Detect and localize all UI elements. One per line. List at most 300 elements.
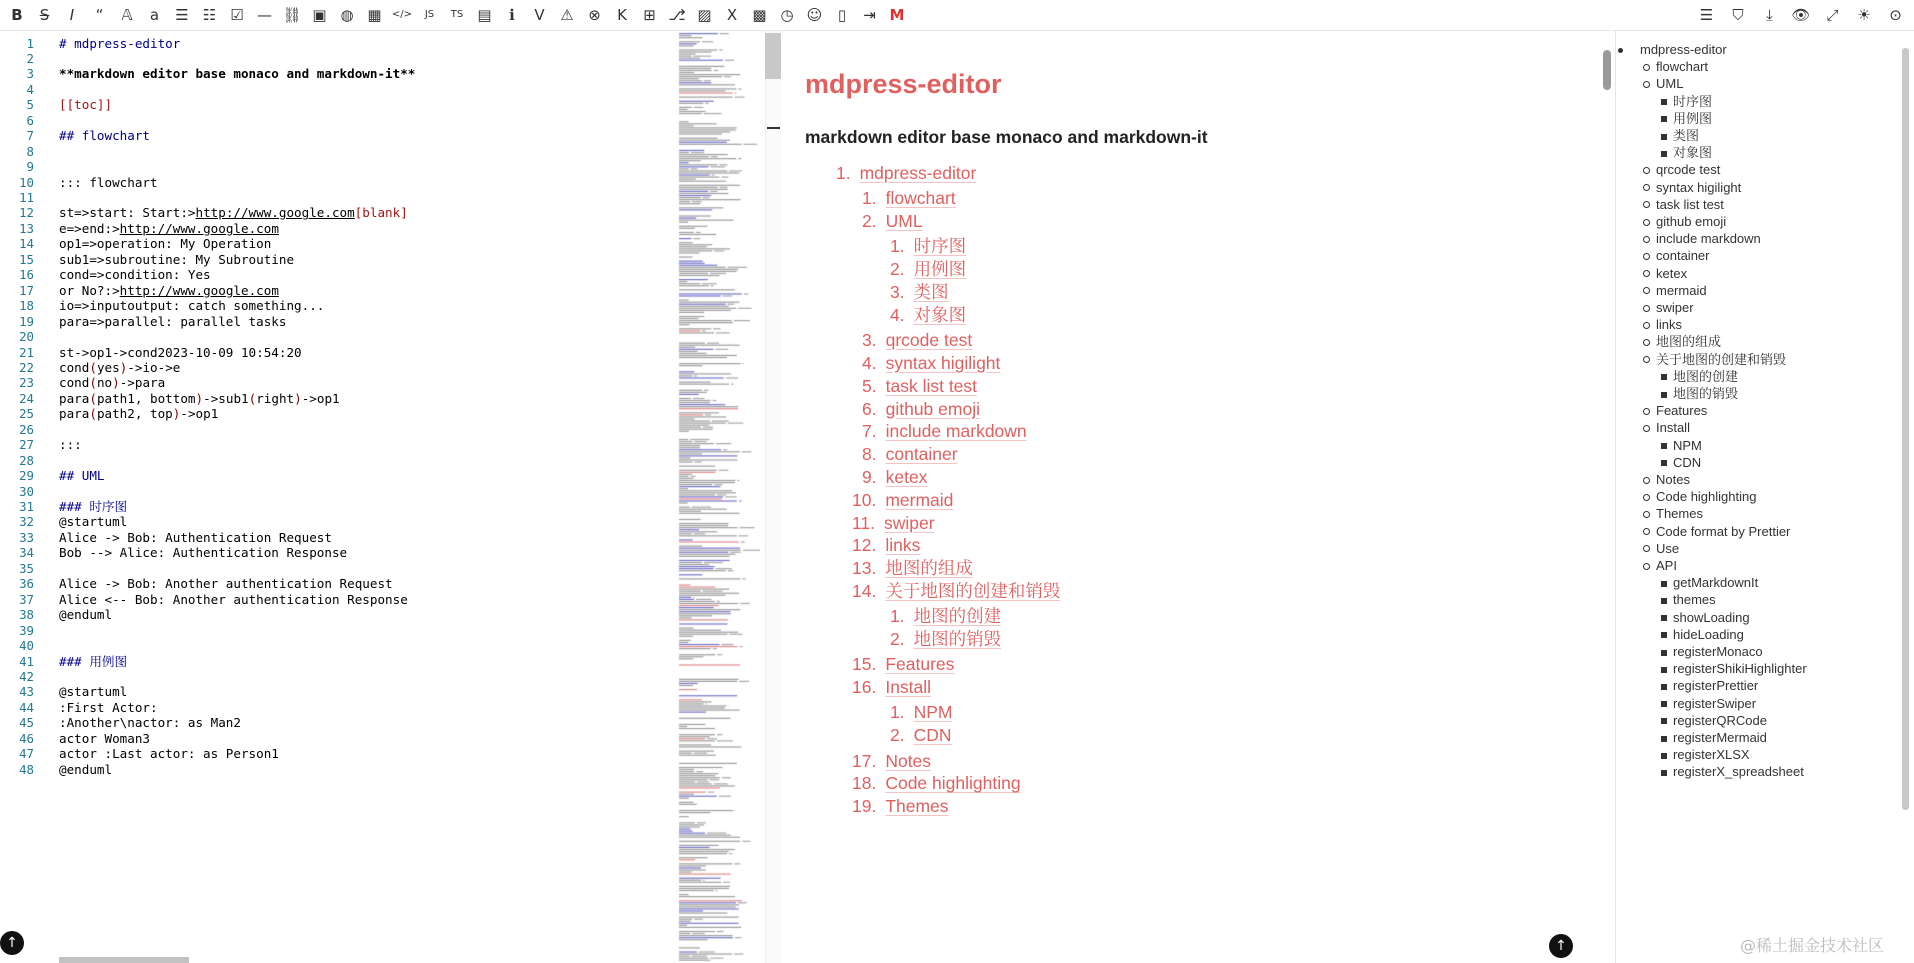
strikethrough-icon[interactable]: S: [39, 5, 50, 24]
preview-toc-number: 18.: [852, 773, 877, 794]
code-token: para: [59, 406, 90, 422]
code-token: :Another\nactor: as Man2: [59, 715, 241, 731]
editor-horizontal-scrollbar[interactable]: [59, 957, 189, 963]
preview-toc-link[interactable]: UML: [885, 211, 923, 232]
lowercase-icon[interactable]: a: [149, 5, 160, 24]
preview-toc-item[interactable]: [862, 375, 977, 397]
toc-bullet: [1661, 134, 1667, 140]
close-circle-icon[interactable]: ⊗: [588, 5, 601, 24]
toc-link[interactable]: CDN: [1673, 454, 1702, 470]
toc-bullet: [1643, 219, 1650, 226]
code-token: right: [256, 390, 295, 406]
toc-link[interactable]: registerMonaco: [1673, 644, 1763, 659]
code-token: (: [89, 406, 97, 422]
line-number: 32: [19, 514, 34, 530]
preview-toc-number: 12.: [852, 535, 877, 556]
toc-link[interactable]: 时序图: [1673, 93, 1713, 109]
preview-toc-item[interactable]: [890, 724, 952, 746]
preview-toc-number: 16.: [852, 677, 877, 698]
toc-toggle-icon[interactable]: ☰: [1699, 6, 1714, 24]
toc-link[interactable]: 对象图: [1673, 145, 1713, 161]
editor-minimap[interactable]: [676, 31, 766, 963]
preview-toc-item[interactable]: [862, 352, 1000, 374]
bold-icon[interactable]: B: [11, 5, 23, 24]
shirt-theme-icon[interactable]: ⛉: [1732, 6, 1744, 24]
toc-bullet: [1661, 598, 1667, 604]
toc-link[interactable]: Features: [1656, 403, 1708, 419]
toolbar-left-group: [0, 2, 912, 28]
unordered-list-icon[interactable]: ☰: [175, 5, 189, 24]
code-token: @enduml: [59, 761, 113, 777]
preview-toc-item[interactable]: [862, 420, 1027, 442]
editor-vertical-scrollbar[interactable]: [765, 31, 781, 963]
preview-toc-link[interactable]: 关于地图的创建和销毁: [885, 580, 1061, 601]
export-icon[interactable]: ⇥: [863, 5, 876, 24]
toc-link[interactable]: syntax higilight: [1656, 179, 1742, 195]
preview-toc-item[interactable]: [890, 235, 966, 257]
code-token: actor Woman3: [59, 730, 150, 746]
toc-link[interactable]: flowchart: [1656, 59, 1709, 75]
code-token: (: [89, 375, 97, 391]
code-token: http://www.google.com: [195, 205, 355, 221]
line-number: 41: [19, 653, 34, 669]
toc-link[interactable]: swiper: [1656, 300, 1694, 315]
line-number: 7: [26, 128, 34, 144]
toc-bullet: [1661, 718, 1667, 724]
preview-toc-link[interactable]: 地图的组成: [885, 558, 973, 579]
code-token: @startuml: [59, 514, 128, 530]
code-token: para: [59, 390, 90, 406]
v-badge-icon[interactable]: V: [534, 5, 545, 24]
line-number: 40: [19, 638, 34, 654]
preview-toc-link[interactable]: include markdown: [885, 421, 1027, 442]
toc-bullet: [1643, 425, 1650, 432]
toc-link[interactable]: registerPrettier: [1673, 678, 1759, 694]
picture-icon[interactable]: ▨: [697, 5, 712, 24]
clock-icon[interactable]: ◷: [780, 5, 794, 24]
preview-scrollbar-thumb[interactable]: [1603, 50, 1611, 90]
code-token: ## UML: [59, 468, 105, 484]
line-number: 37: [19, 591, 34, 607]
toc-link[interactable]: Notes: [1656, 472, 1690, 487]
preview-toc-number: 17.: [852, 750, 877, 771]
toc-bullet: [1618, 48, 1623, 53]
toc-link[interactable]: 类图: [1673, 128, 1700, 143]
preview-toc-link[interactable]: qrcode test: [885, 330, 973, 351]
preview-toc-number: 2.: [862, 211, 877, 232]
line-number: 48: [19, 761, 34, 777]
preview-toc-item[interactable]: [852, 512, 935, 534]
preview-toc-item[interactable]: [852, 580, 1060, 602]
line-number: 42: [19, 668, 34, 684]
line-number: 1: [26, 35, 34, 51]
toc-link[interactable]: 用例图: [1673, 110, 1713, 126]
code-token: ): [294, 390, 302, 406]
code-token: ): [172, 406, 181, 422]
code-token: op1=>operation: My Operation: [59, 236, 272, 252]
preview-toc-number: 1.: [890, 702, 905, 723]
toc-bullet: [1643, 270, 1650, 277]
toc-link[interactable]: Install: [1656, 420, 1690, 436]
line-number: 26: [19, 421, 34, 437]
preview-toc-item[interactable]: [890, 304, 966, 326]
code-token: ->sub1: [203, 390, 249, 406]
code-token: ->para: [119, 375, 166, 391]
preview-toc-link[interactable]: links: [885, 535, 921, 556]
line-number: 43: [19, 684, 34, 700]
code-token: :::: [59, 437, 82, 453]
preview-toc-item[interactable]: [862, 443, 958, 465]
preview-toc-item[interactable]: [852, 676, 931, 698]
preview-toc-item[interactable]: [862, 329, 972, 351]
code-token: ): [112, 375, 120, 391]
toc-link[interactable]: mdpress-editor: [1640, 42, 1727, 57]
toc-link[interactable]: hideLoading: [1673, 626, 1744, 642]
preview-toc-link[interactable]: container: [885, 444, 958, 465]
toc-link[interactable]: mermaid: [1656, 282, 1707, 298]
preview-toc-item[interactable]: [852, 795, 949, 817]
code-token: [[toc]]: [59, 97, 113, 113]
code-token: actor :Last actor: as Person1: [59, 746, 279, 762]
toc-link[interactable]: 地图的销毁: [1673, 386, 1739, 401]
toc-bullet: [1661, 667, 1667, 673]
toc-bullet: [1661, 701, 1667, 707]
toc-bullet: [1643, 511, 1650, 518]
code-token: sub1=>subroutine: My Subroutine: [59, 251, 295, 267]
editor-line[interactable]: [0, 760, 673, 779]
link-icon[interactable]: ⛓: [282, 5, 302, 24]
ordered-list-icon[interactable]: ☷: [202, 5, 217, 24]
code-token: ### 时序图: [59, 499, 128, 515]
code-icon[interactable]: </>: [391, 9, 413, 20]
preview-toc-link[interactable]: flowchart: [885, 188, 956, 209]
preview-toc-link[interactable]: 对象图: [913, 304, 967, 325]
preview-toc-item[interactable]: [852, 489, 953, 511]
ts-file-icon[interactable]: TS: [450, 9, 464, 20]
toc-link[interactable]: include markdown: [1656, 231, 1761, 247]
preview-toc-link[interactable]: mdpress-editor: [859, 163, 977, 183]
toc-bullet: [1661, 684, 1667, 690]
line-number: 45: [19, 715, 34, 731]
code-token: Alice <-- Bob: Another authentication Response: [59, 591, 408, 607]
uppercase-icon[interactable]: 𝔸: [121, 5, 133, 24]
preview-toc-number: 10.: [852, 489, 877, 510]
line-number: 12: [19, 205, 34, 221]
toc-bullet: [1643, 408, 1650, 415]
toc-link[interactable]: 关于地图的创建和销毁: [1656, 351, 1787, 367]
js-file-icon[interactable]: JS: [424, 9, 435, 20]
toc-bullet: [1661, 632, 1667, 638]
chart-file-icon[interactable]: ▤: [477, 5, 492, 24]
preview-toc-item[interactable]: [852, 772, 1021, 794]
code-token: Alice -> Bob: Another authentication Request: [59, 576, 393, 592]
preview-toc-item[interactable]: [890, 701, 953, 723]
code-token: # mdpress-editor: [59, 35, 181, 51]
preview-toc-number: 2.: [890, 725, 905, 746]
toc-link[interactable]: Use: [1656, 540, 1680, 556]
code-token: @startuml: [59, 684, 128, 700]
preview-toc-number: 1.: [890, 606, 905, 627]
toc-link[interactable]: github emoji: [1656, 214, 1727, 229]
toc-bullet: [1661, 615, 1667, 621]
code-token: ### 用例图: [59, 653, 128, 669]
preview-toc-link[interactable]: syntax higilight: [885, 352, 1001, 373]
toc-link[interactable]: container: [1656, 248, 1710, 264]
code-token: or No?:>: [59, 282, 120, 298]
toc-bullet: [1643, 339, 1650, 346]
code-token: e=>end:>: [59, 220, 120, 236]
toc-panel: [1616, 31, 1914, 963]
preview-toc-number: 8.: [862, 444, 877, 465]
toc-link[interactable]: qrcode test: [1656, 162, 1721, 178]
toc-link[interactable]: API: [1656, 558, 1677, 573]
code-token: st->op1->cond2023-10-09 10:54:20: [59, 344, 302, 360]
preview-toc-number: 13.: [852, 558, 877, 579]
line-number: 25: [19, 406, 34, 422]
preview-toc-number: 1.: [890, 236, 905, 257]
line-number: 8: [26, 143, 34, 159]
toc-link[interactable]: ketex: [1656, 265, 1688, 281]
preview-toc-link[interactable]: Notes: [885, 750, 932, 771]
preview-toc-link[interactable]: 时序图: [913, 236, 967, 257]
line-number: 23: [19, 375, 34, 391]
code-token: io=>inputoutput: catch something...: [59, 298, 325, 314]
code-token: path2, top: [96, 406, 173, 422]
preview-toc-link[interactable]: Themes: [885, 796, 949, 817]
toc-link[interactable]: 地图的组成: [1656, 334, 1722, 350]
file-download-icon[interactable]: ⤓: [1766, 6, 1773, 24]
preview-toc-number: 1.: [862, 188, 877, 209]
fullscreen-icon[interactable]: ⤢: [1826, 6, 1839, 24]
toc-bullet: [1661, 99, 1667, 105]
toc-link[interactable]: 地图的创建: [1673, 368, 1739, 384]
katex-icon[interactable]: K: [617, 5, 627, 24]
code-token: ->io->e: [127, 359, 181, 375]
preview-back-to-top-button[interactable]: ↑: [1549, 934, 1573, 958]
globe-icon[interactable]: ◍: [340, 5, 354, 24]
line-number: 22: [19, 359, 34, 375]
toc-link[interactable]: registerQRCode: [1673, 712, 1767, 728]
code-editor[interactable]: [0, 31, 673, 963]
toc-bullet: [1643, 356, 1650, 363]
github-icon[interactable]: ⊙: [1889, 6, 1902, 24]
code-token: ## flowchart: [59, 128, 150, 144]
toc-bullet: [1643, 81, 1650, 88]
preview-toc-link[interactable]: ketex: [885, 466, 928, 487]
code-token: @enduml: [59, 607, 113, 623]
preview-toc-number: 4.: [890, 304, 905, 325]
code-token: http://www.google.com: [119, 282, 279, 298]
toc-bullet: [1643, 477, 1650, 484]
horizontal-rule-icon[interactable]: —: [257, 5, 272, 24]
document-icon[interactable]: ▯: [837, 5, 847, 24]
toc-bullet: [1661, 460, 1667, 466]
preview-eye-icon[interactable]: 👁: [1791, 6, 1811, 24]
preview-toc-item[interactable]: [836, 162, 976, 184]
sun-theme-icon[interactable]: ☀: [1857, 6, 1871, 24]
preview-toc-number: 11.: [852, 512, 876, 533]
toc-link[interactable]: task list test: [1656, 196, 1724, 212]
line-number: 4: [26, 81, 34, 97]
code-token: para=>parallel: parallel tasks: [59, 313, 287, 329]
toc-link[interactable]: registerSwiper: [1673, 695, 1757, 711]
code-token: cond: [59, 375, 90, 391]
toc-bullet: [1643, 545, 1650, 552]
toc-link[interactable]: links: [1656, 317, 1683, 333]
quote-icon[interactable]: “: [95, 5, 104, 24]
toc-bullet: [1643, 563, 1650, 570]
preview-toc-item[interactable]: [852, 534, 920, 556]
code-token: yes: [96, 359, 120, 375]
line-number: 10: [19, 174, 34, 190]
pane-divider-handle[interactable]: [767, 127, 780, 129]
line-number: 34: [19, 545, 34, 561]
preview-toc-item[interactable]: [862, 187, 956, 209]
minimap-slider[interactable]: [765, 33, 781, 79]
toolbar: [0, 0, 1914, 31]
info-icon[interactable]: ℹ: [509, 5, 515, 24]
toc-link[interactable]: registerXLSX: [1673, 747, 1750, 763]
line-number: 47: [19, 746, 34, 762]
toc-link[interactable]: getMarkdownIt: [1673, 575, 1759, 591]
preview-toc-item[interactable]: [862, 466, 927, 488]
toc-link[interactable]: Code highlighting: [1656, 489, 1757, 505]
toc-link[interactable]: UML: [1656, 76, 1684, 92]
preview-toc-number: 5.: [862, 375, 877, 396]
preview-toc-number: 4.: [862, 352, 877, 373]
preview-toc-item[interactable]: [852, 557, 973, 579]
line-content: [59, 760, 112, 779]
toc-bullet: [1661, 151, 1667, 157]
toc-bullet: [1661, 392, 1667, 398]
toc-scrollbar-thumb[interactable]: [1902, 48, 1909, 810]
preview-toc-item[interactable]: [852, 750, 931, 772]
toc-link[interactable]: Code format by Prettier: [1656, 523, 1791, 539]
warning-icon[interactable]: ⚠: [560, 5, 574, 24]
code-token: st=>start: Start:>: [59, 205, 196, 221]
line-number: 39: [19, 622, 34, 638]
preview-toc-link[interactable]: mermaid: [885, 489, 954, 510]
preview-toc-item[interactable]: [890, 281, 949, 303]
line-number: 38: [19, 607, 34, 623]
code-token: Bob --> Alice: Authentication Response: [59, 545, 348, 561]
qrcode-icon[interactable]: ▩: [752, 5, 767, 24]
preview-toc-item[interactable]: [852, 653, 954, 675]
preview-title: mdpress-editor: [805, 69, 1002, 99]
image-icon[interactable]: ▣: [312, 5, 327, 24]
line-number: 16: [19, 267, 34, 283]
preview-toc-link[interactable]: 地图的创建: [913, 606, 1002, 627]
code-token: ): [195, 390, 204, 406]
code-token: cond=>condition: Yes: [59, 267, 211, 283]
code-token: [blank]: [354, 205, 408, 221]
toc-bullet: [1661, 116, 1667, 122]
toc-bullet: [1661, 753, 1667, 759]
preview-toc-number: 9.: [862, 466, 877, 487]
pdf-icon[interactable]: M: [889, 5, 905, 24]
flowchart-icon[interactable]: ⊞: [643, 5, 656, 24]
preview-subtitle: markdown editor base monaco and markdown-it: [805, 127, 1208, 147]
preview-toc-number: 1.: [836, 163, 851, 183]
mindmap-icon[interactable]: ⎇: [668, 5, 686, 24]
code-token: http://www.google.com: [119, 220, 279, 236]
line-number: 33: [19, 529, 34, 545]
line-number: 15: [19, 251, 34, 267]
preview-toc-item[interactable]: [890, 605, 1001, 627]
toc-link[interactable]: Themes: [1656, 506, 1703, 522]
preview-toc-number: 15.: [852, 654, 877, 675]
toc-link[interactable]: registerShikiHighlighter: [1673, 661, 1807, 677]
toc-link[interactable]: registerX_spreadsheet: [1673, 764, 1804, 780]
toc-bullet: [1661, 736, 1667, 742]
preview-toc-item[interactable]: [890, 258, 966, 280]
line-number: 11: [19, 190, 34, 205]
preview-toc-link[interactable]: task list test: [885, 375, 978, 396]
preview-toc-number: 2.: [890, 259, 905, 280]
toc-bullet: [1661, 650, 1667, 656]
toc-bullet: [1643, 64, 1650, 71]
preview-toc-link[interactable]: 用例图: [913, 259, 967, 280]
code-token: (: [248, 390, 257, 406]
markdown-preview: [782, 31, 1602, 963]
line-number: 18: [19, 298, 34, 314]
line-number: 3: [26, 66, 34, 82]
line-number: 28: [19, 452, 34, 468]
code-token: cond: [59, 359, 90, 375]
toc-link[interactable]: NPM: [1673, 437, 1702, 453]
code-token: (: [89, 359, 97, 375]
toc-link[interactable]: showLoading: [1673, 609, 1750, 625]
preview-toc-link[interactable]: Features: [885, 654, 955, 675]
table-icon[interactable]: ▦: [367, 5, 382, 24]
preview-toc-item[interactable]: [862, 398, 980, 420]
excel-icon[interactable]: X: [726, 5, 738, 24]
line-number: 21: [19, 344, 34, 360]
italic-icon[interactable]: I: [69, 5, 75, 24]
preview-toc-link[interactable]: NPM: [913, 702, 953, 723]
toc-link[interactable]: registerMermaid: [1673, 730, 1767, 745]
preview-toc-link[interactable]: 类图: [913, 282, 949, 302]
line-number: 17: [19, 282, 34, 298]
emoji-icon[interactable]: ☺: [806, 5, 823, 24]
preview-toc-number: 3.: [890, 282, 905, 302]
preview-toc-item[interactable]: [862, 210, 923, 232]
line-number: 20: [19, 329, 34, 345]
preview-toc-link[interactable]: 地图的销毁: [913, 629, 1002, 649]
preview-toc-link[interactable]: Code highlighting: [885, 773, 1021, 794]
toc-bullet: [1643, 236, 1650, 243]
line-number: 27: [19, 437, 34, 453]
preview-toc-link[interactable]: github emoji: [885, 398, 980, 419]
preview-toc-link[interactable]: swiper: [884, 512, 935, 533]
task-list-icon[interactable]: ☑: [230, 5, 244, 24]
toc-link[interactable]: themes: [1673, 592, 1716, 608]
line-number: 36: [19, 576, 34, 592]
preview-toc-link[interactable]: CDN: [913, 725, 952, 746]
line-number: 14: [19, 236, 34, 252]
preview-toc-item[interactable]: [890, 628, 1001, 650]
editor-back-to-top-button[interactable]: ↑: [0, 931, 24, 955]
toc-bullet: [1643, 305, 1650, 312]
code-token: ->op1: [301, 390, 340, 406]
toc-bullet: [1643, 494, 1650, 501]
code-token: Alice -> Bob: Authentication Request: [59, 529, 332, 545]
toc-bullet: [1643, 184, 1650, 191]
line-number: 9: [26, 159, 34, 175]
line-number: 5: [26, 97, 34, 113]
preview-toc-link[interactable]: Install: [885, 677, 932, 698]
code-token: ::: flowchart: [59, 174, 158, 190]
